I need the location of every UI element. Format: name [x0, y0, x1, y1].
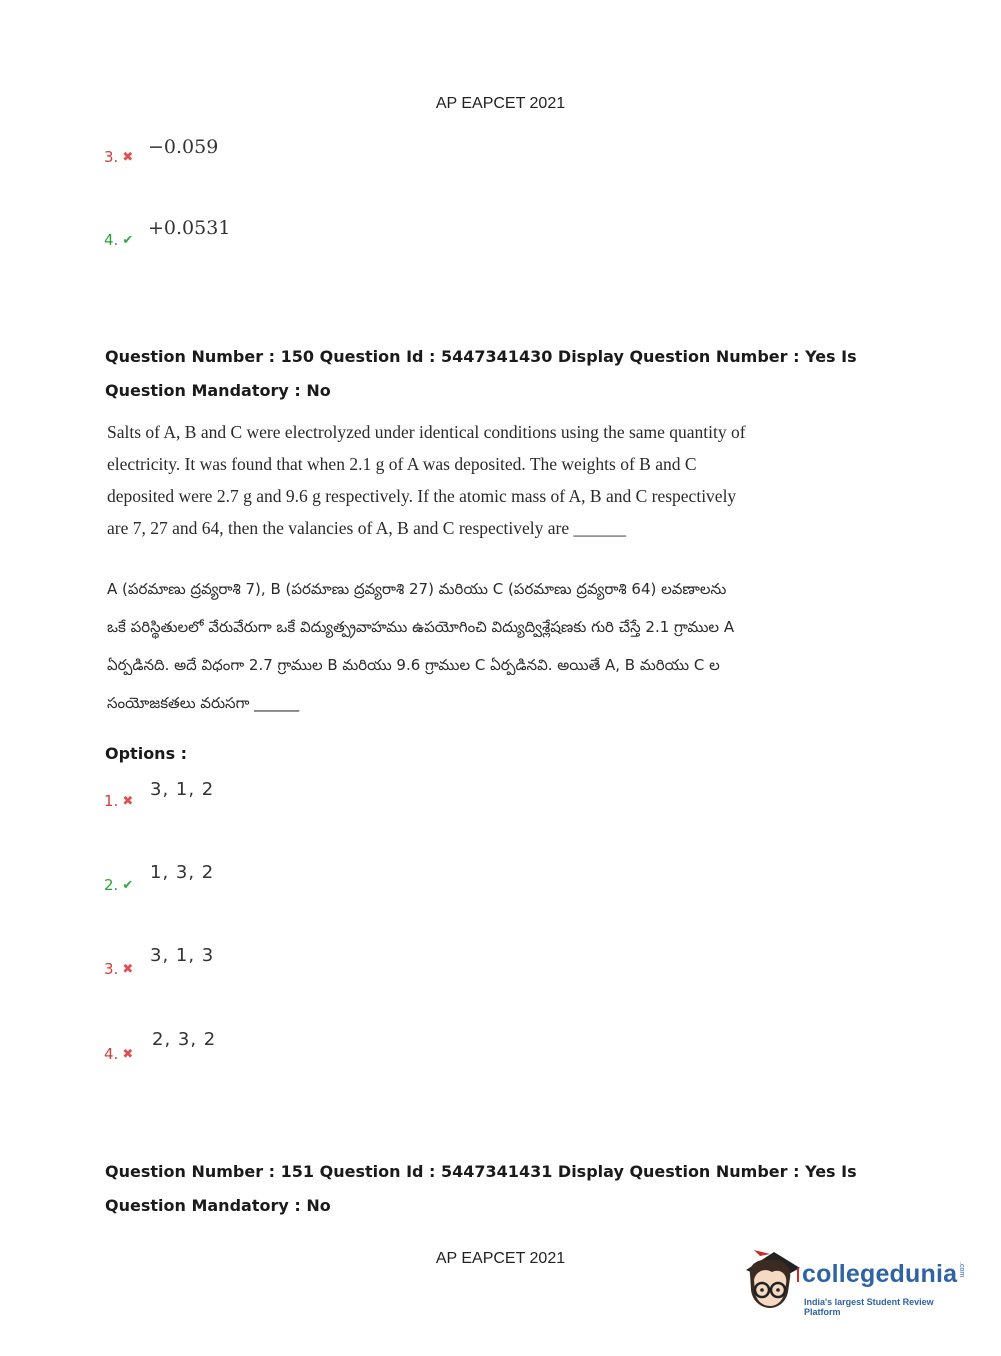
option-value: −0.059	[148, 136, 219, 158]
option-number: 4.	[104, 231, 119, 249]
option-value: +0.0531	[148, 217, 231, 239]
option-2	[104, 875, 133, 894]
option-value: 1, 3, 2	[150, 862, 215, 883]
collegedunia-logo	[740, 1248, 970, 1320]
page-header-title: AP EAPCET 2021	[435, 95, 566, 112]
option-4	[104, 1044, 133, 1063]
option-3	[104, 959, 133, 978]
logo-name: collegedunia	[802, 1260, 958, 1288]
question-151-header: Question Number : 151 Question Id : 5447341431 Display Question Number : Yes Is Question Mandatory : No	[105, 1162, 857, 1215]
option-value: 3, 1, 3	[150, 945, 215, 966]
option-number: 4.	[104, 1045, 119, 1063]
mascot-logo-icon	[740, 1248, 802, 1318]
prev-option-3	[104, 147, 133, 166]
wrong-mark-icon: ✖	[122, 1047, 134, 1062]
option-number: 3.	[104, 148, 119, 166]
option-1	[104, 791, 133, 810]
option-number: 2.	[104, 876, 119, 894]
option-number: 1.	[104, 792, 119, 810]
logo-tagline: India's largest Student Review Platform	[804, 1297, 934, 1317]
option-number: 3.	[104, 960, 119, 978]
option-value: 2, 3, 2	[152, 1029, 217, 1050]
wrong-mark-icon: ✖	[122, 962, 134, 977]
question-150-english-text: Salts of A, B and C were electrolyzed under identical conditions using the same quantity of electricity. It was found that when 2.1 g of A was deposited. The weights of B and C deposited were 2.7 g and 9.6 g respectively. If the atomic mass of A, B and C respectively are 7, 27 and 64, then the valancies of A, B and C respectively are ______	[107, 422, 746, 538]
wrong-mark-icon: ✖	[122, 150, 134, 165]
option-value: 3, 1, 2	[150, 779, 215, 800]
correct-mark-icon: ✔	[122, 878, 134, 893]
prev-option-4	[104, 230, 133, 249]
question-150-header: Question Number : 150 Question Id : 5447341430 Display Question Number : Yes Is Question Mandatory : No	[105, 347, 857, 400]
question-150-telugu-text: A (పరమాణు ద్రవ్యరాశి 7), B (పరమాణు ద్రవ్యరాశి 27) మరియు C (పరమాణు ద్రవ్యరాశి 64) లవణాలను ఒకే పరిస్థితులలో వేరువేరుగా ఒకే విద్యుత్ప్రవాహము ఉపయోగించి విద్యుద్విశ్లేషణకు గురి చేస్తే 2.1 గ్రాముల A ఏర్పడినది. అదే విధంగా 2.7 గ్రాముల B మరియు 9.6 గ్రాముల C ఏర్పడినవి. అయితే A, B మరియు C ల సంయోజకతలు వరుసగా ______	[107, 580, 735, 712]
options-label: Options :	[105, 744, 188, 763]
logo-suffix: .com	[958, 1262, 965, 1278]
page-footer-title: AP EAPCET 2021	[435, 1250, 566, 1267]
correct-mark-icon: ✔	[122, 233, 134, 248]
wrong-mark-icon: ✖	[122, 794, 134, 809]
